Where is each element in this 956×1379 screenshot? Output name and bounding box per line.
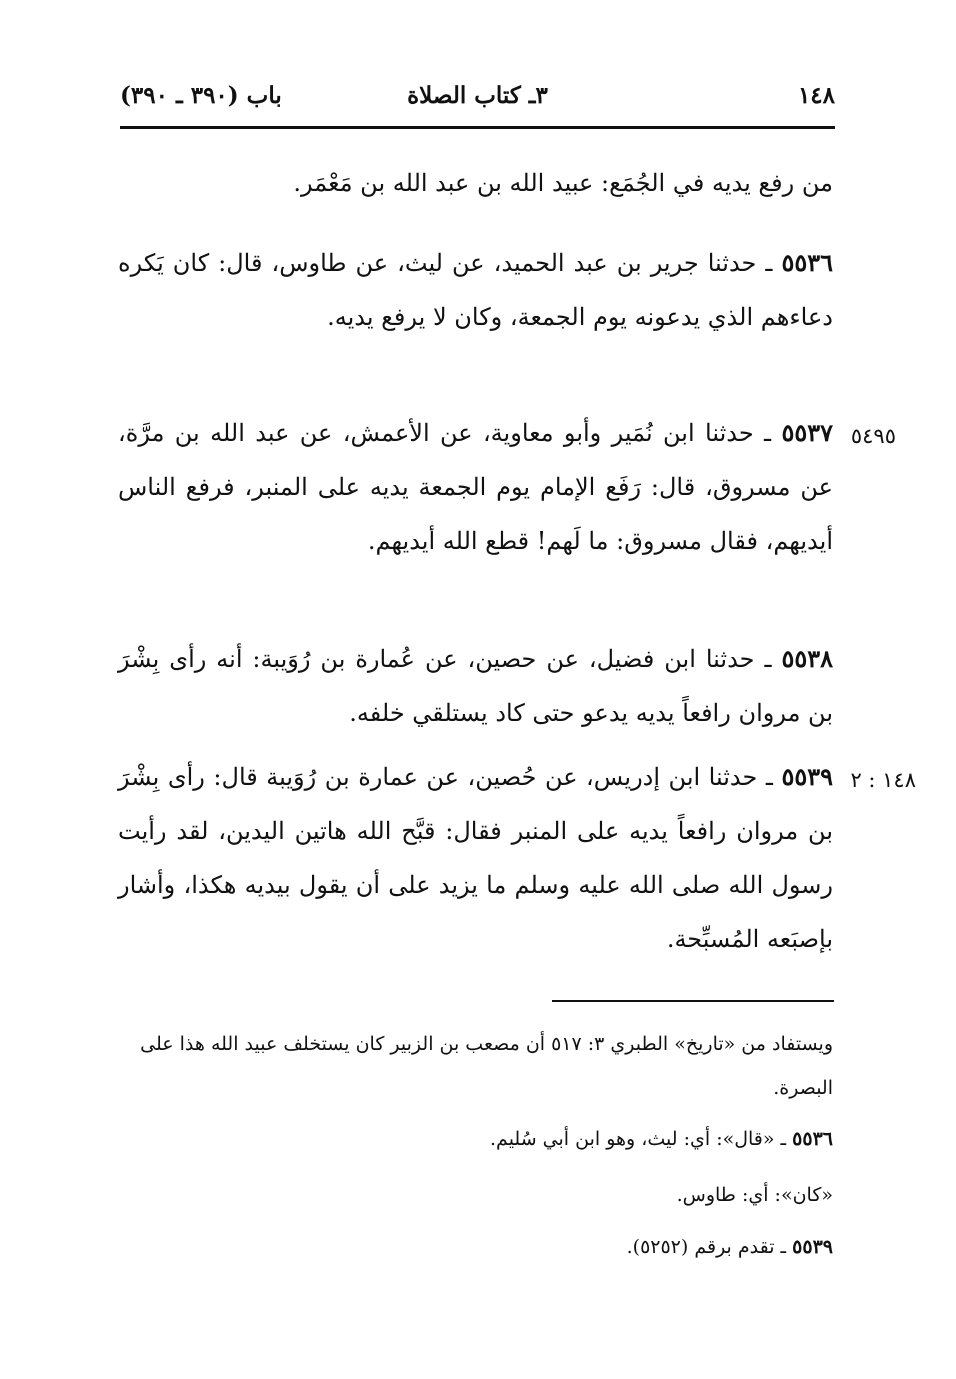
book-title: ٣ـ كتاب الصلاة [407, 82, 548, 109]
hadith-5538 [118, 632, 833, 740]
hadith-number: ٥٥٣٦ [781, 248, 833, 277]
margin-reference: ٥٤٩٥ [850, 424, 896, 448]
footnote: ٥٥٣٩ ـ تقدم برقم (٥٢٥٢). [626, 1236, 833, 1258]
hadith-5537 [118, 406, 833, 568]
footnote: «كان»: أي: طاوس. [676, 1184, 833, 1206]
footnote: ويستفاد من «تاريخ» الطبري ٣: ٥١٧ أن مصعب بن الزبير كان يستخلف عبيد الله هذا على البصرة. [140, 1033, 833, 1099]
footnote: ٥٥٣٦ ـ «قال»: أي: ليث، وهو ابن أبي سُليم. [490, 1128, 833, 1150]
margin-reference: ١٤٨ : ٢ [850, 768, 916, 792]
running-header [120, 82, 835, 118]
hadith-number: ٥٥٣٨ [781, 644, 833, 673]
hadith-text: ـ حدثنا ابن فضيل، عن حصين، عن عُمارة بن رُوَيبة: أنه رأى بِشْرَ بن مروان رافعاً يديه يدعو حتى كاد يستلقي خلفه. [118, 645, 833, 727]
hadith-text: ـ حدثنا ابن إدريس، عن حُصين، عن عمارة بن رُوَيبة قال: رأى بِشْرَ بن مروان رافعاً يديه على المنبر فقال: قبَّح الله هاتين اليدين، لقد رأيت رسول الله صلى الله عليه وسلم ما يزيد على أن يقول بيديه هكذا، وأشار بإصبَعه المُسبِّحة. [118, 763, 833, 953]
footnote-separator [552, 1000, 834, 1002]
page-number: ١٤٨ [797, 82, 835, 109]
hadith-5539 [118, 750, 833, 966]
intro-line: من رفع يديه في الجُمَع: عبيد الله بن عبد الله بن مَعْمَر. [293, 169, 833, 197]
hadith-5536 [118, 236, 833, 344]
chapter-reference: باب (٣٩٠ ـ ٣٩٠) [120, 82, 282, 109]
hadith-number: ٥٥٣٧ [781, 418, 833, 447]
hadith-number: ٥٥٣٩ [781, 762, 833, 791]
hadith-text: ـ حدثنا ابن نُمَير وأبو معاوية، عن الأعمش، عن عبد الله بن مرَّة، عن مسروق، قال: رَفَع الإمام يوم الجمعة يديه على المنبر، فرفع الناس أيديهم، فقال مسروق: ما لَهم! قطع الله أيديهم. [118, 419, 833, 555]
hadith-text: ـ حدثنا جرير بن عبد الحميد، عن ليث، عن طاوس، قال: كان يَكره دعاءهم الذي يدعونه يوم الجمعة، وكان لا يرفع يديه. [118, 249, 833, 331]
header-rule [120, 126, 835, 129]
